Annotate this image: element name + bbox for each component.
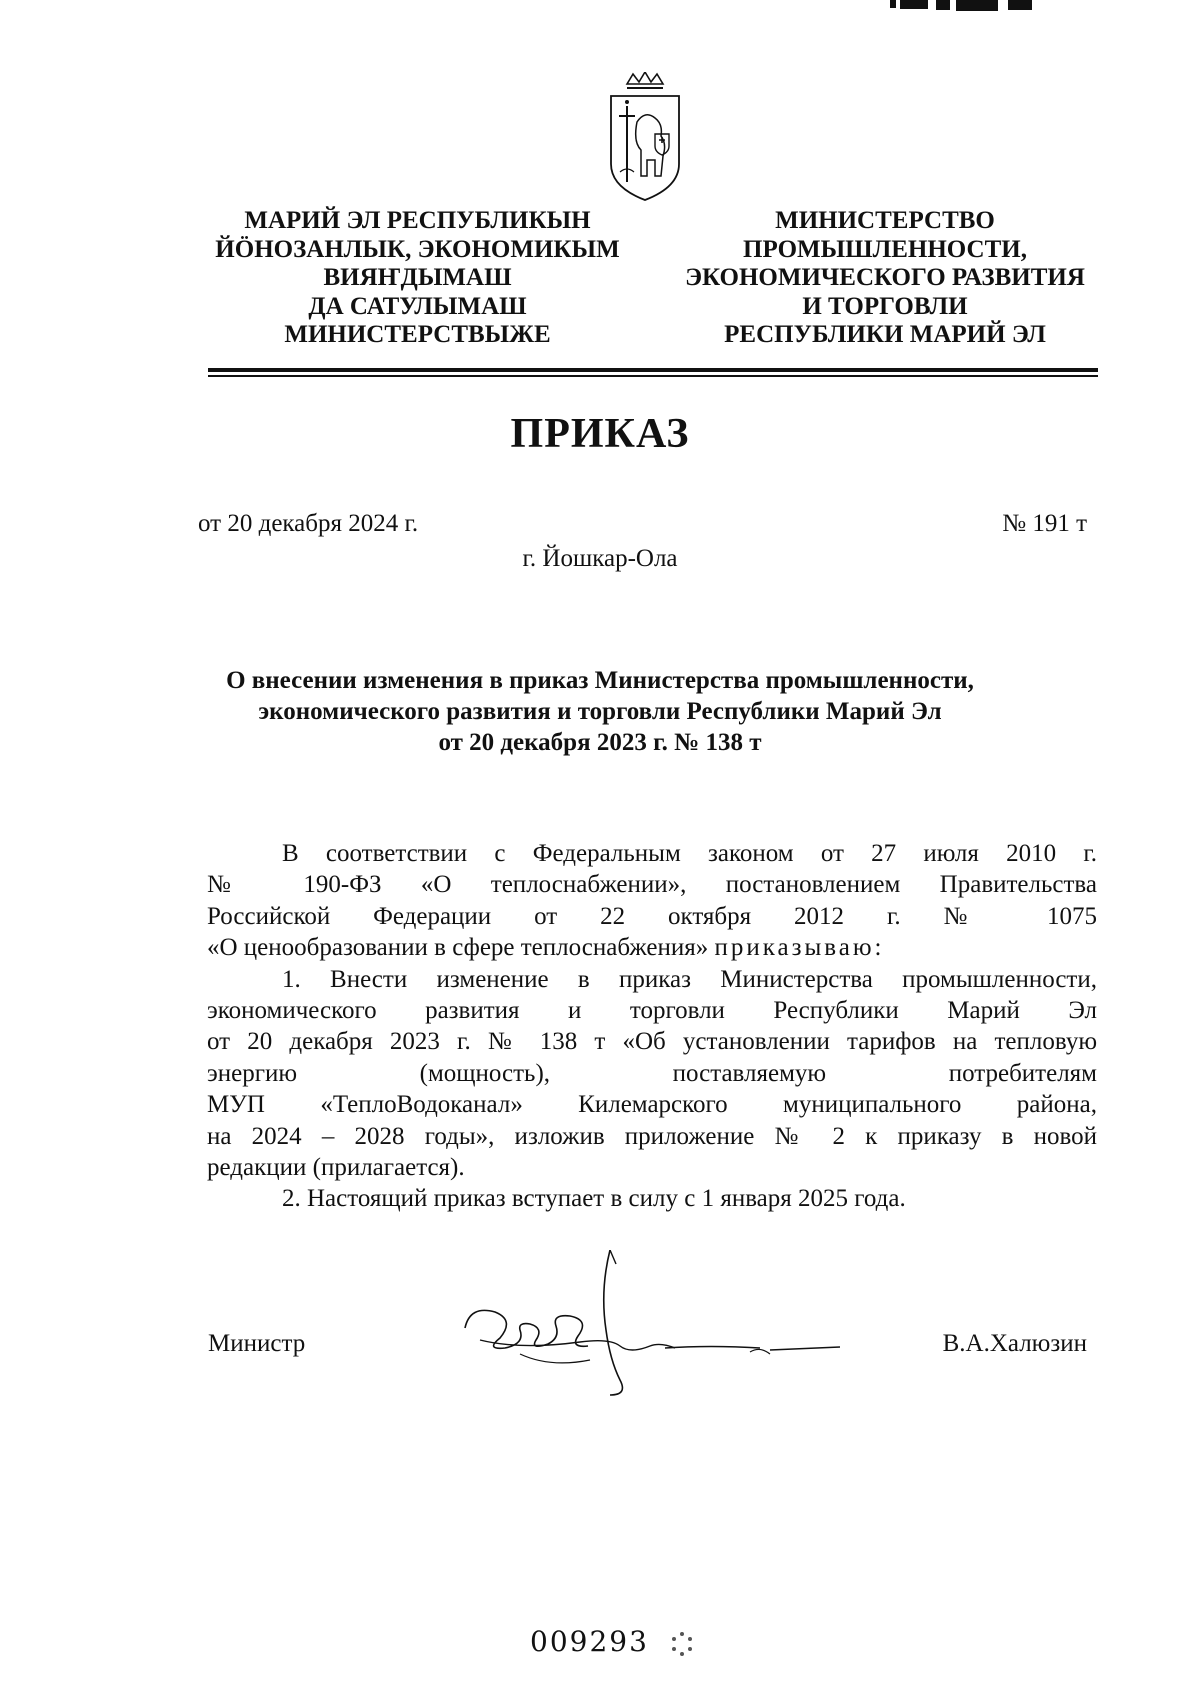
header-left-line: МАРИЙ ЭЛ РЕСПУБЛИКЫН: [244, 207, 591, 234]
subject-line: О внесении изменения в приказ Министерства промышленности,: [226, 667, 974, 694]
body-line: № 190-ФЗ «О теплоснабжении», постановлением Правительства: [207, 871, 1097, 899]
signatory-name: В.А.Халюзин: [942, 1330, 1087, 1357]
header-right-line: ЭКОНОМИЧЕСКОГО РАЗВИТИЯ: [685, 264, 1085, 291]
handwritten-signature: [460, 1250, 880, 1405]
body-line: 2. Настоящий приказ вступает в силу с 1 января 2025 года.: [282, 1185, 906, 1213]
body-line: [207, 932, 1097, 963]
subject-line: экономического развития и торговли Республики Марий Эл: [258, 698, 942, 725]
body-line: В соответствии с Федеральным законом от 27 июля 2010 г.: [282, 840, 1097, 867]
body-line: Российской Федерации от 22 октября 2012 г. № 1075: [207, 902, 1097, 930]
body-line: экономического развития и торговли Республики Марий Эл: [207, 997, 1097, 1025]
header-left-line: ДА САТУЛЫМАШ: [308, 292, 527, 320]
signatory-role: Министр: [208, 1330, 306, 1357]
body-line: на 2024 – 2028 годы», изложив приложение № 2 к приказу в новой: [207, 1122, 1097, 1150]
body-line: МУП «ТеплоВодоканал» Килемарского муниципального района,: [207, 1091, 1097, 1119]
document-title: ПРИКАЗ: [510, 411, 690, 457]
body-line-text: «О ценообразовании в сфере теплоснабжения»: [207, 934, 709, 962]
header-divider-thin: [208, 375, 1098, 377]
header-right-line: РЕСПУБЛИКИ МАРИЙ ЭЛ: [724, 321, 1046, 348]
order-body: [207, 838, 1097, 1215]
body-line: редакции (прилагается).: [207, 1154, 465, 1182]
header-mari-name: [205, 207, 630, 350]
body-line: энергию (мощность), поставляемую потребителям: [207, 1059, 1097, 1087]
body-line: от 20 декабря 2023 г. № 138 т «Об установлении тарифов на тепловую: [207, 1028, 1097, 1056]
coat-of-arms-emblem: [605, 72, 685, 207]
document-serial-number: 009293: [530, 1625, 649, 1658]
header-right-line: ПРОМЫШЛЕННОСТИ,: [743, 235, 1027, 263]
scan-corner-marks: [890, 0, 1080, 12]
subject-line: от 20 декабря 2023 г. № 138 т: [438, 729, 762, 756]
order-subject: [0, 665, 1200, 758]
header-divider-thick: [208, 368, 1098, 372]
header-left-line: ЙӦНОЗАНЛЫК, ЭКОНОМИКЫМ: [215, 235, 620, 263]
header-left-line: МИНИСТЕРСТВЫЖЕ: [284, 321, 551, 348]
order-number: № 191 т: [1002, 510, 1087, 537]
header-left-line: ВИЯҤДЫМАШ: [323, 264, 512, 291]
header-right-line: И ТОРГОВЛИ: [802, 292, 968, 320]
header-right-line: МИНИСТЕРСТВО: [775, 207, 995, 234]
body-line-spaced-word: приказываю:: [714, 934, 885, 962]
body-line: 1. Внести изменение в приказ Министерства промышленности,: [282, 965, 1097, 993]
order-date: от 20 декабря 2024 г.: [198, 510, 419, 537]
seal-mark-icon: [668, 1630, 696, 1658]
header-russian-name: [665, 207, 1105, 350]
order-city: г. Йошкар-Ола: [522, 545, 678, 572]
